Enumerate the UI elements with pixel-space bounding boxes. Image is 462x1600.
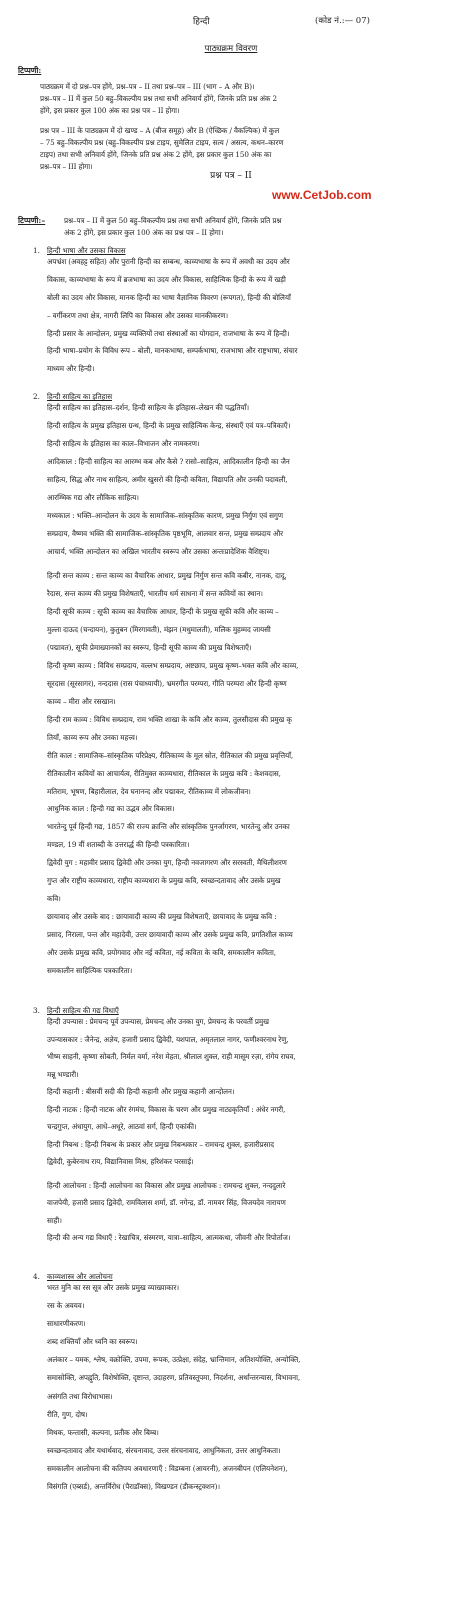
section-line: हिन्दी कहानी : बीसवीं सदी की हिन्दी कहानी और प्रमुख कहानी आन्दोलन। bbox=[47, 1087, 235, 1097]
section-line: माध्यम और हिन्दी। bbox=[47, 364, 95, 374]
section-line: काव्य – मीरा और रसखान। bbox=[47, 696, 116, 706]
section-line: भारतेन्दु पूर्व हिन्दी गद्य, 1857 की राज्य क्रान्ति और सांस्कृतिक पुनर्जागरण, भारतेन्दु और उनका bbox=[47, 822, 290, 832]
section-line: हिन्दी सन्त काव्य : सन्त काव्य का वैचारिक आधार, प्रमुख निर्गुण सन्त कवि कबीर, नानक, दादू, bbox=[47, 570, 287, 580]
section-line: कवि। bbox=[47, 894, 61, 904]
section-line: हिन्दी राम काव्य : विविध सम्प्रदाय, राम भक्ति शाखा के कवि और काव्य, तुलसीदास की प्रमुख कृ bbox=[47, 714, 292, 724]
section-line: द्विवेदी युग : महावीर प्रसाद द्विवेदी और उनका युग, हिन्दी नवजागरण और सरस्वती, मैथिलीशरण bbox=[47, 858, 287, 868]
section-line: और उसके प्रमुख कवि, प्रयोगवाद और नई कविता, नई कविता के कवि, समकालीन कविता, bbox=[47, 948, 276, 958]
section-line: साही। bbox=[47, 1215, 62, 1225]
section-line: हिन्दी भाषा–प्रयोग के विविध रूप – बोली, मानकभाषा, सम्पर्कभाषा, राजभाषा और राष्ट्रभाषा, संचार bbox=[47, 346, 298, 356]
section-line: हिन्दी नाटक : हिन्दी नाटक और रंगमंच, विकास के चरण और प्रमुख नाट्यकृतियाँ : अंधेर नगरी, bbox=[47, 1104, 286, 1114]
note-line: अंक 2 होंगे, इस प्रकार कुल 100 अंक का प्रश्न पत्र – II होगा। bbox=[64, 228, 224, 237]
note-label-2: टिप्पणी:– bbox=[18, 216, 46, 225]
section-line: वाजपेयी, हजारी प्रसाद द्विवेदी, रामविलास शर्मा, डॉ. नगेन्द्र, डॉ. नामवर सिंह, विजयदेव नारायण bbox=[47, 1198, 286, 1208]
section-line: हिन्दी साहित्य के इतिहास का काल–विभाजन और नामकरण। bbox=[47, 438, 200, 448]
section-line: विसंगति (एब्सर्ड), अन्तर्विरोध (पैराडॉक्स), विखण्डन (डीकन्स्ट्रक्शन)। bbox=[47, 1482, 221, 1492]
section-line: – वर्गीकरण तथा क्षेत्र, नागरी लिपि का विकास और उसका मानकीकरण। bbox=[47, 310, 228, 320]
section-line: हिन्दी साहित्य के प्रमुख इतिहास ग्रन्थ, हिन्दी के प्रमुख साहित्यिक केन्द्र, संस्थाएँ एवं पत्र–पत्रिकाएँ। bbox=[47, 420, 291, 430]
note-line: प्रश्न–पत्र – II में कुल 50 बहु–विकल्पीय प्रश्न तथा सभी अनिवार्य होंगे, जिनके प्रति प्रश्न अंक 2 bbox=[40, 94, 277, 103]
section-number: 2. bbox=[33, 392, 40, 401]
paper-heading: प्रश्न पत्र – II bbox=[210, 171, 252, 181]
section-line: समासोक्ति, अपह्नुति, विशेषोक्ति, दृष्टान्त, उदाहरण, प्रतिवस्तूपमा, निदर्शना, अर्थान्तरन्यास, विभावना, bbox=[47, 1373, 301, 1383]
section-line: आचार्य, भक्ति आन्दोलन का अखिल भारतीय स्वरूप और उसका अन्तःप्रादेशिक वैशिष्ट्य। bbox=[47, 546, 270, 556]
section-line: समकालीन आलोचना की कतिपय अवधारणाएँ : विडम्बना (आयरनी), अजनबीपन (एलियनेशन), bbox=[47, 1463, 288, 1473]
section-line: छायावाद और उसके बाद : छायावादी काव्य की प्रमुख विशेषताएँ, छायावाद के प्रमुख कवि : bbox=[47, 912, 277, 922]
section-line: तियाँ, काव्य रूप और उनका महत्त्व। bbox=[47, 732, 138, 742]
section-line: समकालीन साहित्यिक पत्रकारिता। bbox=[47, 966, 133, 976]
section-line: रीति, गुण, दोष। bbox=[47, 1409, 88, 1419]
section-line: हिन्दी सूफी काव्य : सूफी काव्य का वैचारिक आधार, हिन्दी के प्रमुख सूफी कवि और काव्य – bbox=[47, 606, 279, 616]
section-line: मुल्ला दाऊद (चन्दायन), कुतुबन (मिरगावती), मंझन (मधुमालती), मलिक मुहम्मद जायसी bbox=[47, 624, 271, 634]
section-line: भरत मुनि का रस सूत्र और उसके प्रमुख व्याख्याकार। bbox=[47, 1283, 179, 1292]
section-line: मिथक, फन्तासी, कल्पना, प्रतीक और बिम्ब। bbox=[47, 1427, 159, 1437]
section-line: असंगति तथा विरोधाभास। bbox=[47, 1391, 113, 1401]
section-line: उपन्यासकार : जैनेन्द्र, अज्ञेय, हजारी प्रसाद द्विवेदी, यशपाल, अमृतलाल नागर, फणीश्वरनाथ रेणु, bbox=[47, 1034, 289, 1044]
section-line: हिन्दी निबन्ध : हिन्दी निबन्ध के प्रकार और प्रमुख निबन्धकार – रामचन्द्र शुक्ल, हजारीप्रसाद bbox=[47, 1139, 274, 1149]
section-line: सूरदास (सूरसागर), नन्ददास (रास पंचाध्यायी), भ्रमरगीत परम्परा, गीति परम्परा और हिन्दी कृष्ण bbox=[47, 678, 287, 688]
subject-code: (कोड नं.:— 07) bbox=[315, 16, 370, 26]
section-line: गुप्त और राष्ट्रीय काव्यधारा, राष्ट्रीय काव्यधारा के प्रमुख कवि, स्वच्छन्दतावाद और उसके प्रमुख bbox=[47, 876, 281, 886]
section-title: हिन्दी भाषा और उसका विकास bbox=[47, 246, 126, 255]
section-line: अपभ्रंश (अवहट्ट सहित) और पुरानी हिन्दी का सम्बन्ध, काव्यभाषा के रूप में अवधी का उदय और bbox=[47, 257, 290, 266]
note-line: प्रश्न–पत्र – II में कुल 50 बहु–विकल्पीय प्रश्न तथा सभी अनिवार्य होंगे, जिनके प्रति प्रश्न bbox=[64, 216, 282, 225]
section-line: हिन्दी प्रसार के आन्दोलन, प्रमुख व्यक्तियों तथा संस्थाओं का योगदान, राजभाषा के रूप में हिन्दी। bbox=[47, 328, 290, 338]
section-line: शब्द शक्तियाँ और ध्वनि का स्वरूप। bbox=[47, 1337, 138, 1347]
section-line: सम्प्रदाय, वैष्णव भक्ति की सामाजिक–सांस्कृतिक पृष्ठभूमि, आलवार सन्त, प्रमुख सम्प्रदाय और bbox=[47, 528, 284, 538]
section-line: आरम्भिक गद्य और लौकिक साहित्य। bbox=[47, 492, 139, 502]
section-title: हिन्दी साहित्य की गद्य विधाएँ bbox=[47, 1006, 119, 1015]
section-line: द्विवेदी, कुबेरनाथ राय, विद्यानिवास मिश्र, हरिशंकर परसाई। bbox=[47, 1157, 194, 1167]
section-title: हिन्दी साहित्य का इतिहास bbox=[47, 392, 112, 401]
note-line: होंगे, इस प्रकार कुल 100 अंक का प्रश्न पत्र – II होगा। bbox=[40, 106, 180, 115]
note-line: टाइप) तथा सभी अनिवार्य होंगे, जिनके प्रति प्रश्न अंक 2 होंगे, इस प्रकार कुल 150 अंक का bbox=[40, 150, 272, 159]
section-line: भीष्म साहनी, कृष्णा सोबती, निर्मल वर्मा, नरेश मेहता, श्रीलाल शुक्ल, राही मासूम रज़ा, रांगेय राघव, bbox=[47, 1052, 296, 1062]
section-line: आदिकाल : हिन्दी साहित्य का आरम्भ कब और कैसे ? रासो–साहित्य, आदिकालीन हिन्दी का जैन bbox=[47, 456, 290, 466]
section-line: मन्नू भण्डारी। bbox=[47, 1069, 79, 1079]
watermark-text: www.CetJob.com bbox=[272, 188, 372, 202]
section-line: हिन्दी साहित्य का इतिहास–दर्शन, हिन्दी साहित्य के इतिहास–लेखन की पद्धतियाँ। bbox=[47, 403, 249, 412]
note-line: पाठ्यक्रम में दो प्रश्न–पत्र होंगे, प्रश्न–पत्र – II तथा प्रश्न–पत्र – III (भाग – A और B)। bbox=[40, 82, 255, 91]
section-number: 4. bbox=[33, 1272, 40, 1281]
subject-title: हिन्दी bbox=[193, 17, 210, 27]
note-label: टिप्पणी: bbox=[18, 66, 42, 75]
section-line: विकास, काव्यभाषा के रूप में ब्रजभाषा का उदय और विकास, साहित्यिक हिन्दी के रूप में खड़ी bbox=[47, 274, 286, 284]
section-line: साहित्य, सिद्ध और नाथ साहित्य, अमीर खुसरो की हिन्दी कविता, विद्यापति और उनकी पदावली, bbox=[47, 474, 288, 484]
note-line: – 75 बहु–विकल्पीय प्रश्न (बहु–विकल्पीय प्रश्न टाइप, सुमेलित टाइप, सत्य / असत्य, कथन–कारण bbox=[40, 138, 284, 147]
section-number: 1. bbox=[33, 246, 40, 255]
section-number: 3. bbox=[33, 1006, 40, 1015]
section-line: मध्यकाल : भक्ति–आन्दोलन के उदय के सामाजिक–सांस्कृतिक कारण, प्रमुख निर्गुण एवं सगुण bbox=[47, 510, 283, 520]
section-line: हिन्दी की अन्य गद्य विधाएँ : रेखाचित्र, संस्मरण, यात्रा–साहित्य, आत्मकथा, जीवनी और रिपोर्ताज। bbox=[47, 1233, 291, 1243]
section-line: हिन्दी आलोचना : हिन्दी आलोचना का विकास और प्रमुख आलोचक : रामचन्द्र शुक्ल, नन्ददुलारे bbox=[47, 1180, 286, 1190]
section-line: रीति काल : सामाजिक–सांस्कृतिक परिप्रेक्ष्य, रीतिकाव्य के मूल स्रोत, रीतिकाल की प्रमुख प्रवृत्तियाँ, bbox=[47, 750, 294, 760]
section-line: हिन्दी कृष्ण काव्य : विविध सम्प्रदाय, वल्लभ सम्प्रदाय, अष्टछाप, प्रमुख कृष्ण–भक्त कवि और काव्य, bbox=[47, 660, 299, 670]
section-line: मण्डल, 19 वीं शताब्दी के उत्तरार्द्ध की हिन्दी पत्रकारिता। bbox=[47, 840, 190, 850]
section-line: स्वच्छन्दतावाद और यथार्थवाद, संरचनावाद, उत्तर संरचनावाद, आधुनिकता, उत्तर आधुनिकता। bbox=[47, 1445, 281, 1455]
section-line: बोली का उदय और विकास, मानक हिन्दी का भाषा वैज्ञानिक विवरण (रूपगत), हिन्दी की बोलियाँ bbox=[47, 292, 291, 302]
syllabus-heading: पाठ्यक्रम विवरण bbox=[204, 44, 258, 54]
section-line: रैदास, सन्त काव्य की प्रमुख विशेषताएँ, भारतीय धर्म साधना में सन्त कवियों का स्थान। bbox=[47, 588, 263, 598]
section-title: काव्यशास्त्र और आलोचना bbox=[47, 1272, 113, 1281]
section-line: चन्द्रगुप्त, अंधायुग, आधे–अधूरे, आठवां सर्ग, हिन्दी एकांकी। bbox=[47, 1122, 197, 1132]
section-line: हिन्दी उपन्यास : प्रेमचन्द पूर्व उपन्यास, प्रेमचन्द और उनका युग, प्रेमचन्द के परवर्ती प्रमुख bbox=[47, 1017, 269, 1026]
section-line: रीतिकालीन कवियों का आचार्यत्व, रीतिमुक्त काव्यधारा, रीतिकाल के प्रमुख कवि : केशवदास, bbox=[47, 768, 281, 778]
section-line: (पद्मावत), सूफी प्रेमाख्यानकों का स्वरूप, हिन्दी सूफी काव्य की प्रमुख विशेषताएँ। bbox=[47, 642, 252, 652]
section-line: मतिराम, भूषण, बिहारीलाल, देव घनानन्द और पद्माकर, रीतिकाव्य में लोकजीवन। bbox=[47, 786, 251, 796]
section-line: अलंकार – यमक, श्लेष, वक्रोक्ति, उपमा, रूपक, उत्प्रेक्षा, संदेह, भ्रान्तिमान, अतिशयोक्ति, अन्योक्ति, bbox=[47, 1355, 301, 1365]
section-line: रस के अवयव। bbox=[47, 1301, 85, 1311]
note-line: प्रश्न पत्र – III के पाठ्यक्रम में दो खण्ड – A (बीज समूह) और B (ऐच्छिक / वैकल्पिक) में कुल bbox=[40, 126, 280, 135]
note-line: प्रश्न–पत्र – III होगा। bbox=[40, 162, 93, 171]
section-line: साधारणीकरण। bbox=[47, 1319, 86, 1329]
section-line: आधुनिक काल : हिन्दी गद्य का उद्भव और विकास। bbox=[47, 804, 175, 814]
section-line: प्रसाद, निराला, पन्त और महादेवी, उत्तर छायावादी काव्य और उसके प्रमुख कवि, प्रगतिशील काव्य bbox=[47, 930, 293, 940]
